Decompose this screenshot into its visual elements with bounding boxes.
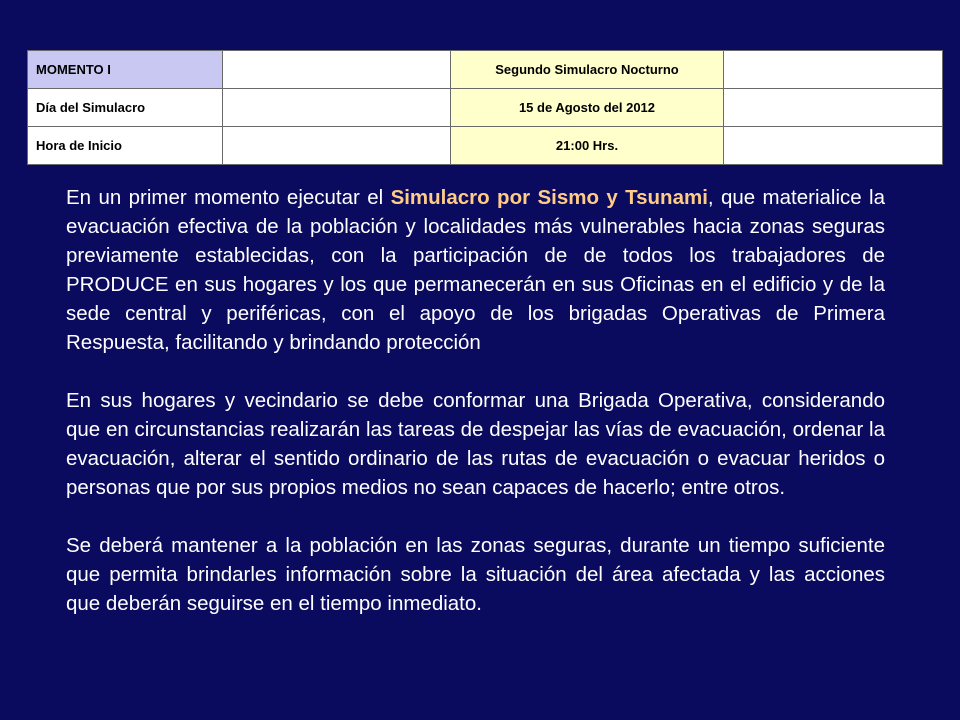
row-label: Hora de Inicio bbox=[28, 127, 223, 165]
table-row bbox=[28, 89, 943, 127]
highlighted-phrase: Simulacro por Sismo y Tsunami bbox=[390, 186, 708, 209]
row-value: Segundo Simulacro Nocturno bbox=[451, 51, 724, 89]
table-row bbox=[28, 127, 943, 165]
empty-cell bbox=[724, 89, 943, 127]
paragraph-2: En sus hogares y vecindario se debe conformar una Brigada Operativa, considerando que en circunstancias realizarán las tareas de despejar las vías de evacuación, ordenar la evacuación, alterar el sentido ordinario de las rutas de evacuación o evacuar heridos o personas que por sus propios medios no sean capaces de hacerlo; entre otros. bbox=[66, 389, 885, 499]
row-label: MOMENTO I bbox=[28, 51, 223, 89]
row-value: 15 de Agosto del 2012 bbox=[451, 89, 724, 127]
row-label: Día del Simulacro bbox=[28, 89, 223, 127]
paragraph-1-start: En un primer momento ejecutar el bbox=[66, 186, 391, 209]
empty-cell bbox=[724, 127, 943, 165]
table-row bbox=[28, 51, 943, 89]
empty-cell bbox=[223, 89, 451, 127]
simulacro-info-table bbox=[27, 50, 943, 165]
row-value: 21:00 Hrs. bbox=[451, 127, 724, 165]
empty-cell bbox=[724, 51, 943, 89]
empty-cell bbox=[223, 127, 451, 165]
paragraph-3: Se deberá mantener a la población en las zonas seguras, durante un tiempo suficiente que permita brindarles información sobre la situación del área afectada y las acciones que deberán seguirse en el tiempo inmediato. bbox=[66, 534, 885, 615]
body-text bbox=[66, 183, 885, 647]
paragraph-1-end: , que materialice la evacuación efectiva de la población y localidades más vulnerables hacia zonas seguras previamente establecidas, con la participación de de todos los trabajadores de PRODUCE en sus hogares y los que permanecerán en sus Oficinas en el edificio y de la sede central y periféricas, con el apoyo de los brigadas Operativas de Primera Respuesta, facilitando y brindando protección bbox=[66, 186, 886, 354]
empty-cell bbox=[223, 51, 451, 89]
paragraph-1 bbox=[66, 183, 885, 357]
